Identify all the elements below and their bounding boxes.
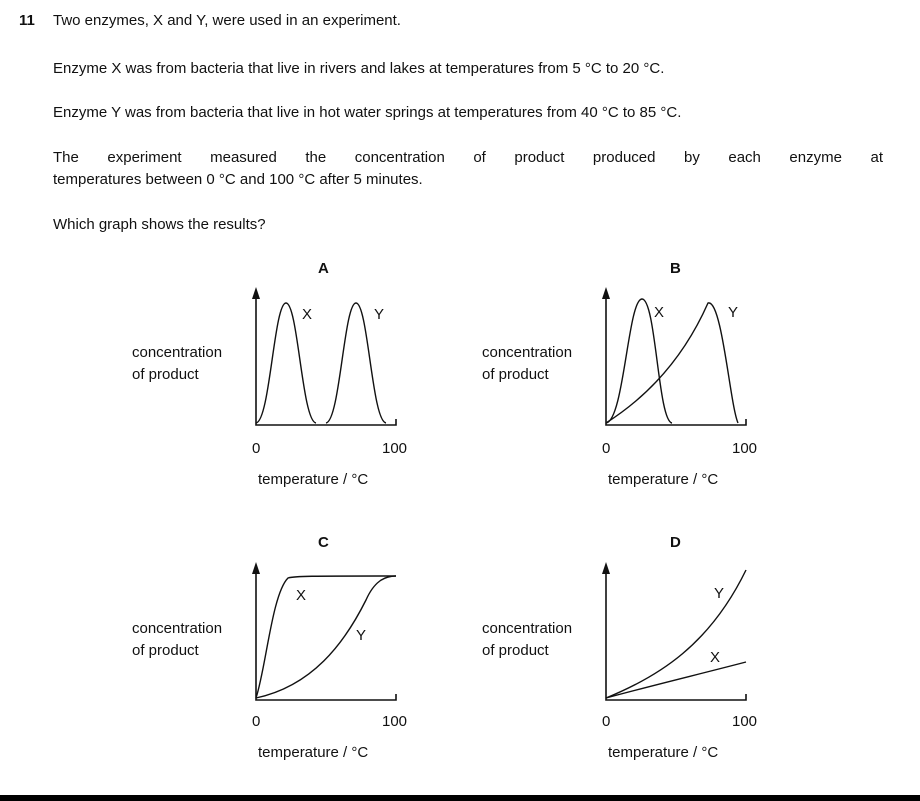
question-prompt: Which graph shows the results? [53, 216, 266, 233]
x-max-label: 100 [382, 713, 408, 730]
curve-label-x: X [302, 306, 313, 323]
graph-b-plot [590, 285, 790, 445]
x-axis-label: temperature / °C [258, 471, 369, 488]
x-axis-label: temperature / °C [608, 744, 719, 761]
x-max-label: 100 [382, 440, 408, 457]
graph-c-plot [240, 560, 440, 720]
y-axis-arrow [252, 562, 260, 574]
y-axis-label: concentration of product [132, 620, 223, 659]
question-number: 11 [19, 12, 35, 29]
x-min-label: 0 [602, 440, 611, 457]
y-axis-label: concentration of product [482, 344, 573, 383]
curve-y [256, 576, 396, 698]
y-axis-arrow [252, 287, 260, 299]
curve-label-y: Y [728, 304, 739, 321]
graph-label: B [670, 260, 681, 277]
curve-label-x: X [710, 649, 721, 666]
curve-label-y: Y [356, 627, 367, 644]
x-min-label: 0 [602, 713, 611, 730]
y-axis-label: concentration of product [132, 344, 223, 383]
x-axis-label: temperature / °C [608, 471, 719, 488]
graph-label: A [318, 260, 329, 277]
x-min-label: 0 [252, 440, 261, 457]
question-intro: Two enzymes, X and Y, were used in an experiment. [53, 12, 401, 29]
graph-label: D [670, 534, 681, 551]
graph-label: C [318, 534, 329, 551]
axes [256, 568, 396, 700]
graph-d-plot [590, 560, 790, 720]
y-axis-label: concentration of product [482, 620, 573, 659]
x-max-label: 100 [732, 713, 758, 730]
curve-y [606, 570, 746, 698]
x-min-label: 0 [252, 713, 261, 730]
y-axis-arrow [602, 287, 610, 299]
curve-label-y: Y [374, 306, 385, 323]
experiment-description-line2: temperatures between 0 °C and 100 °C after 5 minutes. [53, 171, 423, 188]
enzyme-x-description: Enzyme X was from bacteria that live in rivers and lakes at temperatures from 5 °C to 20 °C. [53, 60, 665, 77]
curve-label-y: Y [714, 585, 725, 602]
curve-label-x: X [296, 587, 307, 604]
enzyme-y-description: Enzyme Y was from bacteria that live in hot water springs at temperatures from 40 °C to 85 °C. [53, 104, 682, 121]
graph-a-plot [240, 285, 440, 445]
curve-x [606, 662, 746, 698]
bottom-rule [0, 795, 920, 801]
x-max-label: 100 [732, 440, 758, 457]
y-axis-arrow [602, 562, 610, 574]
curve-label-x: X [654, 304, 665, 321]
curve-x [256, 576, 396, 698]
curve-y [606, 303, 738, 423]
experiment-description-line1: The experiment measured the concentration of product produced by each enzyme at [53, 149, 883, 166]
x-axis-label: temperature / °C [258, 744, 369, 761]
